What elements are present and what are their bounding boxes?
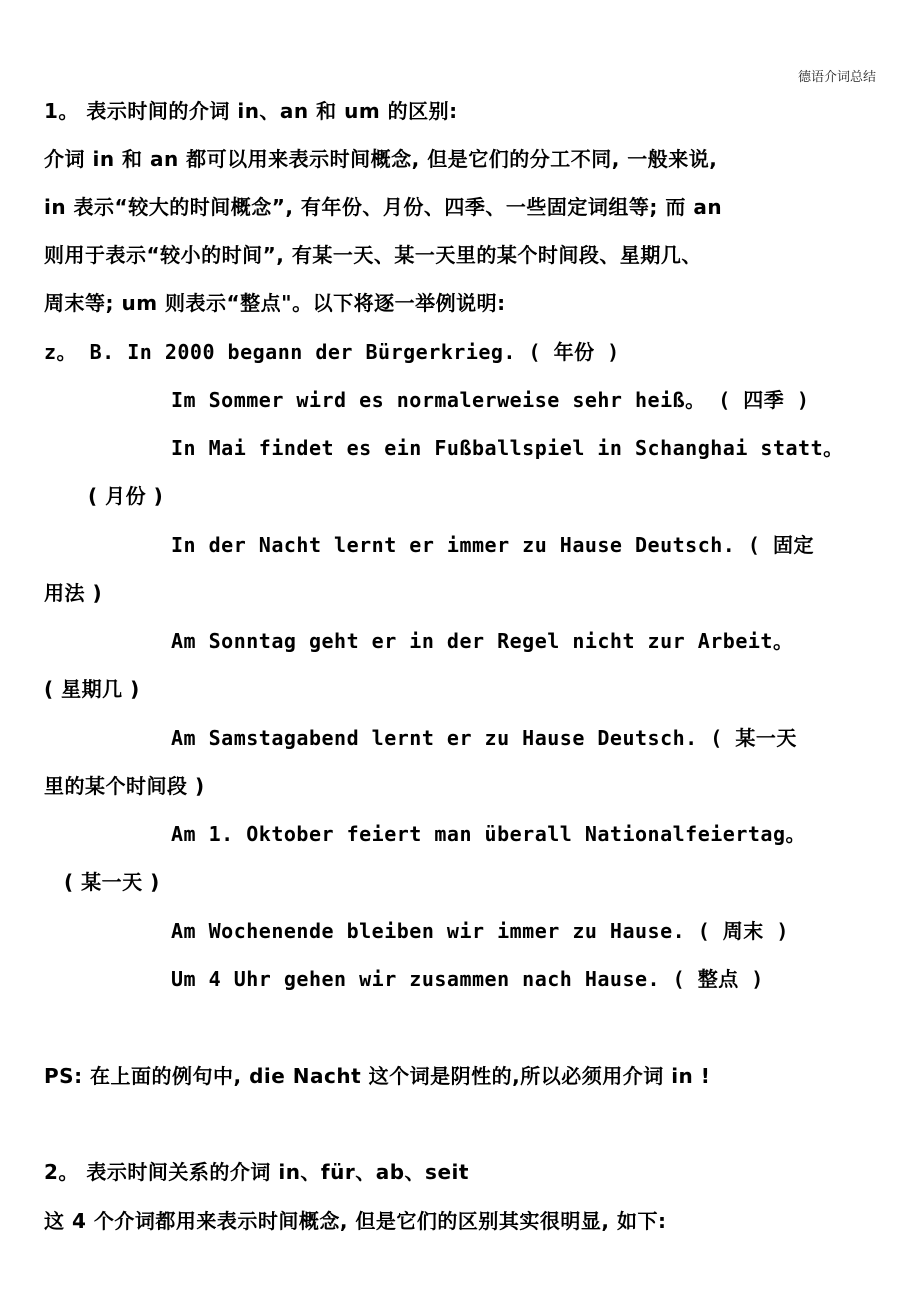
example-weekday: Am Sonntag geht er in der Regel nicht zur Arbeit。 <box>171 629 794 653</box>
example-fixed-usage: In der Nacht lernt er immer zu Hause Deutsch. ( 固定 <box>171 533 814 557</box>
example-hour: Um 4 Uhr gehen wir zusammen nach Hause. ( 整点 ) <box>171 967 764 991</box>
example-day-label: ( 某一天 ) <box>64 870 160 894</box>
example-month: In Mai findet es ein Fußballspiel in Schanghai statt。 <box>171 436 844 460</box>
section1-intro-line-2: in 表示“较大的时间概念”, 有年份、月份、四季、一些固定词组等; 而 an <box>44 195 723 219</box>
section2-intro: 这 4 个介词都用来表示时间概念, 但是它们的区别其实很明显, 如下: <box>44 1209 667 1233</box>
example-season: Im Sommer wird es normalerweise sehr heiß。 ( 四季 ) <box>171 388 810 412</box>
example-time-of-day: Am Samstagabend lernt er zu Hause Deutsch. ( 某一天 <box>171 726 797 750</box>
example-weekend: Am Wochenende bleiben wir immer zu Hause. ( 周末 ) <box>171 919 789 943</box>
example-day: Am 1. Oktober feiert man überall Nationalfeiertag。 <box>171 822 807 846</box>
section1-ps-note: PS: 在上面的例句中, die Nacht 这个词是阴性的,所以必须用介词 in ! <box>44 1064 711 1088</box>
document-header: 德语介词总结 <box>797 70 876 85</box>
section2-heading: 2。 表示时间关系的介词 in、für、ab、seit <box>44 1160 469 1184</box>
example-fixed-usage-label: 用法 ) <box>44 581 103 605</box>
section1-intro-line-1: 介词 in 和 an 都可以用来表示时间概念, 但是它们的分工不同, 一般来说, <box>44 147 718 171</box>
example-time-of-day-label: 里的某个时间段 ) <box>44 774 205 798</box>
example-year: z。 B. In 2000 begann der Bürgerkrieg. ( 年份 ) <box>44 340 620 364</box>
section1-intro-line-4: 周末等; um 则表示“整点"。以下将逐一举例说明: <box>44 291 506 315</box>
example-weekday-label: ( 星期几 ) <box>44 677 140 701</box>
example-month-label: ( 月份 ) <box>88 484 164 508</box>
section1-heading: 1。 表示时间的介词 in、an 和 um 的区别: <box>44 99 458 123</box>
section1-intro-line-3: 则用于表示“较小的时间”, 有某一天、某一天里的某个时间段、星期几、 <box>44 243 702 267</box>
